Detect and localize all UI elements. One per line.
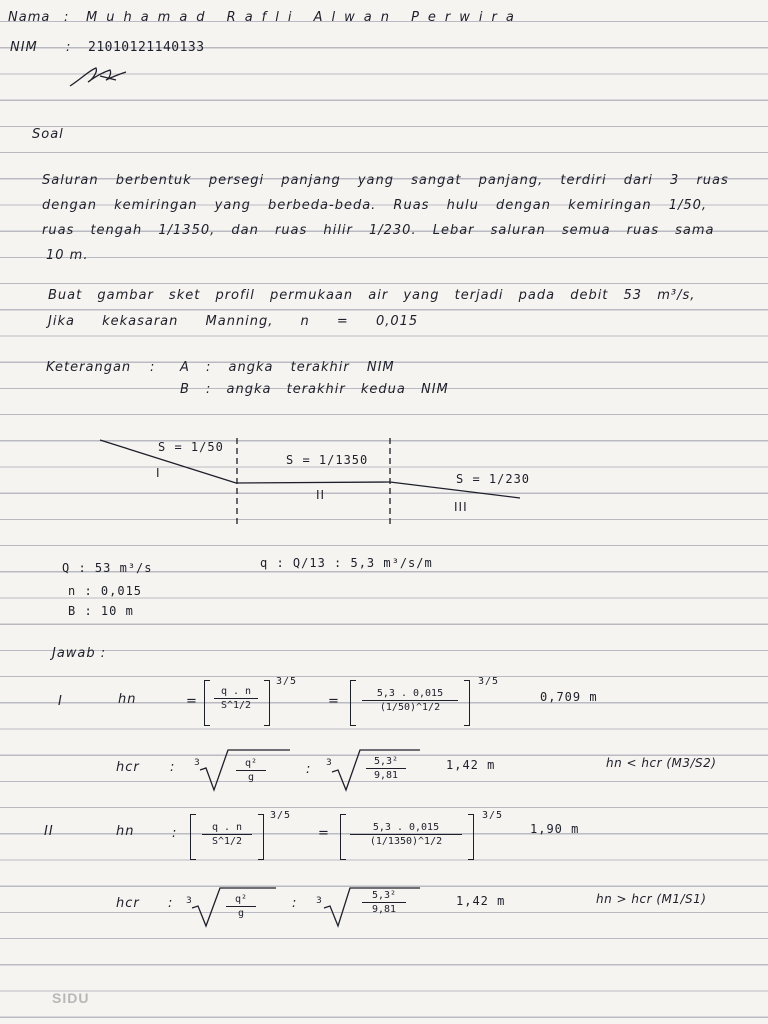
cube-root-index-2: 3 [326,758,333,768]
given-b: B : 10 m [68,604,134,618]
name-colon: : [64,10,70,25]
bracket-2b-left [340,814,346,860]
soal-line-2: dengan kemiringan yang berbeda-beda. Ruas hulu dengan kemiringan 1/50, [42,198,708,213]
bracket-1b-left [350,680,356,726]
name-label: Nama [8,10,51,25]
keterangan-a-key: A [180,360,190,375]
soal-line-4: 10 m. [46,248,89,263]
equals-2a: : [172,826,178,841]
fraction-values-2: $\frac{5,3 . 0,015}{(1/1350)\^{}1/2}$ [350,822,462,847]
keterangan-colon: : [150,360,156,375]
nim-label: NIM [10,40,38,55]
nim-colon: : [66,40,72,55]
bracket-2b-right [468,814,474,860]
slope-label-1: S = 1/50 [158,440,224,454]
reach-label-3: III [454,500,468,514]
soal-heading: Soal [32,127,64,142]
name-value: Muhamad Rafli Alwan Perwira [86,10,523,25]
bracket-1a-right [264,680,270,726]
equals-1a: = [186,694,198,709]
fraction-q2-over-g-1: $\frac{\text{q²}}{g}$ [236,758,266,783]
exponent-1b: 3/5 [478,676,500,687]
keterangan-label: Keterangan [46,360,132,375]
ruas-2-hcr-result: 1,42 m [456,894,506,908]
keterangan-a-text: : angka terakhir NIM [206,360,395,375]
fraction-values-hcr-1: $\frac{\text{5,3²}}{9,81}$ [366,756,406,781]
equals-2c: : [168,896,174,911]
fraction-q2-over-g-2: $\frac{\text{q²}}{g}$ [226,894,256,919]
fraction-qn-over-s-2: $\frac{q . n}{S\^{}1/2}$ [202,822,252,847]
soal-line-5: Buat gambar sket profil permukaan air yang terjadi pada debit 53 m³/s, [48,288,696,303]
exponent-2b: 3/5 [482,810,504,821]
equals-1d: : [306,762,312,777]
ruas-1-hcr-symbol: hcr [116,760,140,775]
ruas-2-hcr-symbol: hcr [116,896,140,911]
given-n: n : 0,015 [68,584,143,598]
soal-line-6: Jika kekasaran Manning, n = 0,015 [48,314,419,329]
soal-line-1: Saluran berbentuk persegi panjang yang sangat panjang, terdiri dari 3 ruas [42,173,729,188]
exponent-2a: 3/5 [270,810,292,821]
jawab-label: Jawab : [52,646,107,661]
ruas-2-hn-symbol: hn [116,824,135,839]
fraction-qn-over-s-1: $\frac{q . n}{S\^{}1/2}$ [214,686,258,711]
equals-2d: : [292,896,298,911]
reach-label-1: I [156,466,161,480]
cube-root-index-4: 3 [316,896,323,906]
ruas-2-label: II [44,824,54,839]
nim-value: 21010121140133 [88,40,205,55]
ruas-2-hn-result: 1,90 m [530,822,580,836]
soal-line-3: ruas tengah 1/1350, dan ruas hilir 1/230. Lebar saluran semua ruas sama [42,223,715,238]
ruas-1-hn-result: 0,709 m [540,690,598,704]
ruas-2-note: hn > hcr (M1/S1) [596,892,707,906]
slope-label-2: S = 1/1350 [286,453,369,467]
slope-label-3: S = 1/230 [456,472,531,486]
notebook-brand: SIDU [52,990,90,1006]
bracket-1b-right [464,680,470,726]
bracket-2a-left [190,814,196,860]
bracket-2a-right [258,814,264,860]
exponent-1a: 3/5 [276,676,298,687]
fraction-values-1: $\frac{5,3 . 0,015}{(1/50)\^{}1/2}$ [362,688,458,713]
reach-label-2: II [316,488,326,502]
ruas-1-hcr-result: 1,42 m [446,758,496,772]
ruas-1-note: hn < hcr (M3/S2) [606,756,717,770]
fraction-values-hcr-2: $\frac{\text{5,3²}}{9,81}$ [362,890,406,915]
equals-1b: = [328,694,340,709]
ruas-1-hn-symbol: hn [118,692,137,707]
ruas-1-label: I [58,694,63,709]
given-q: Q : 53 m³/s [62,561,153,575]
signature [70,68,126,86]
keterangan-b-text: : angka terakhir kedua NIM [206,382,449,397]
equals-1c: : [170,760,176,775]
equals-2b: = [318,826,330,841]
bracket-1a-left [204,680,210,726]
keterangan-b-key: B [180,382,190,397]
cube-root-index-1: 3 [194,758,201,768]
cube-root-index-3: 3 [186,896,193,906]
given-q-unit: q : Q/13 : 5,3 m³/s/m [260,556,433,570]
